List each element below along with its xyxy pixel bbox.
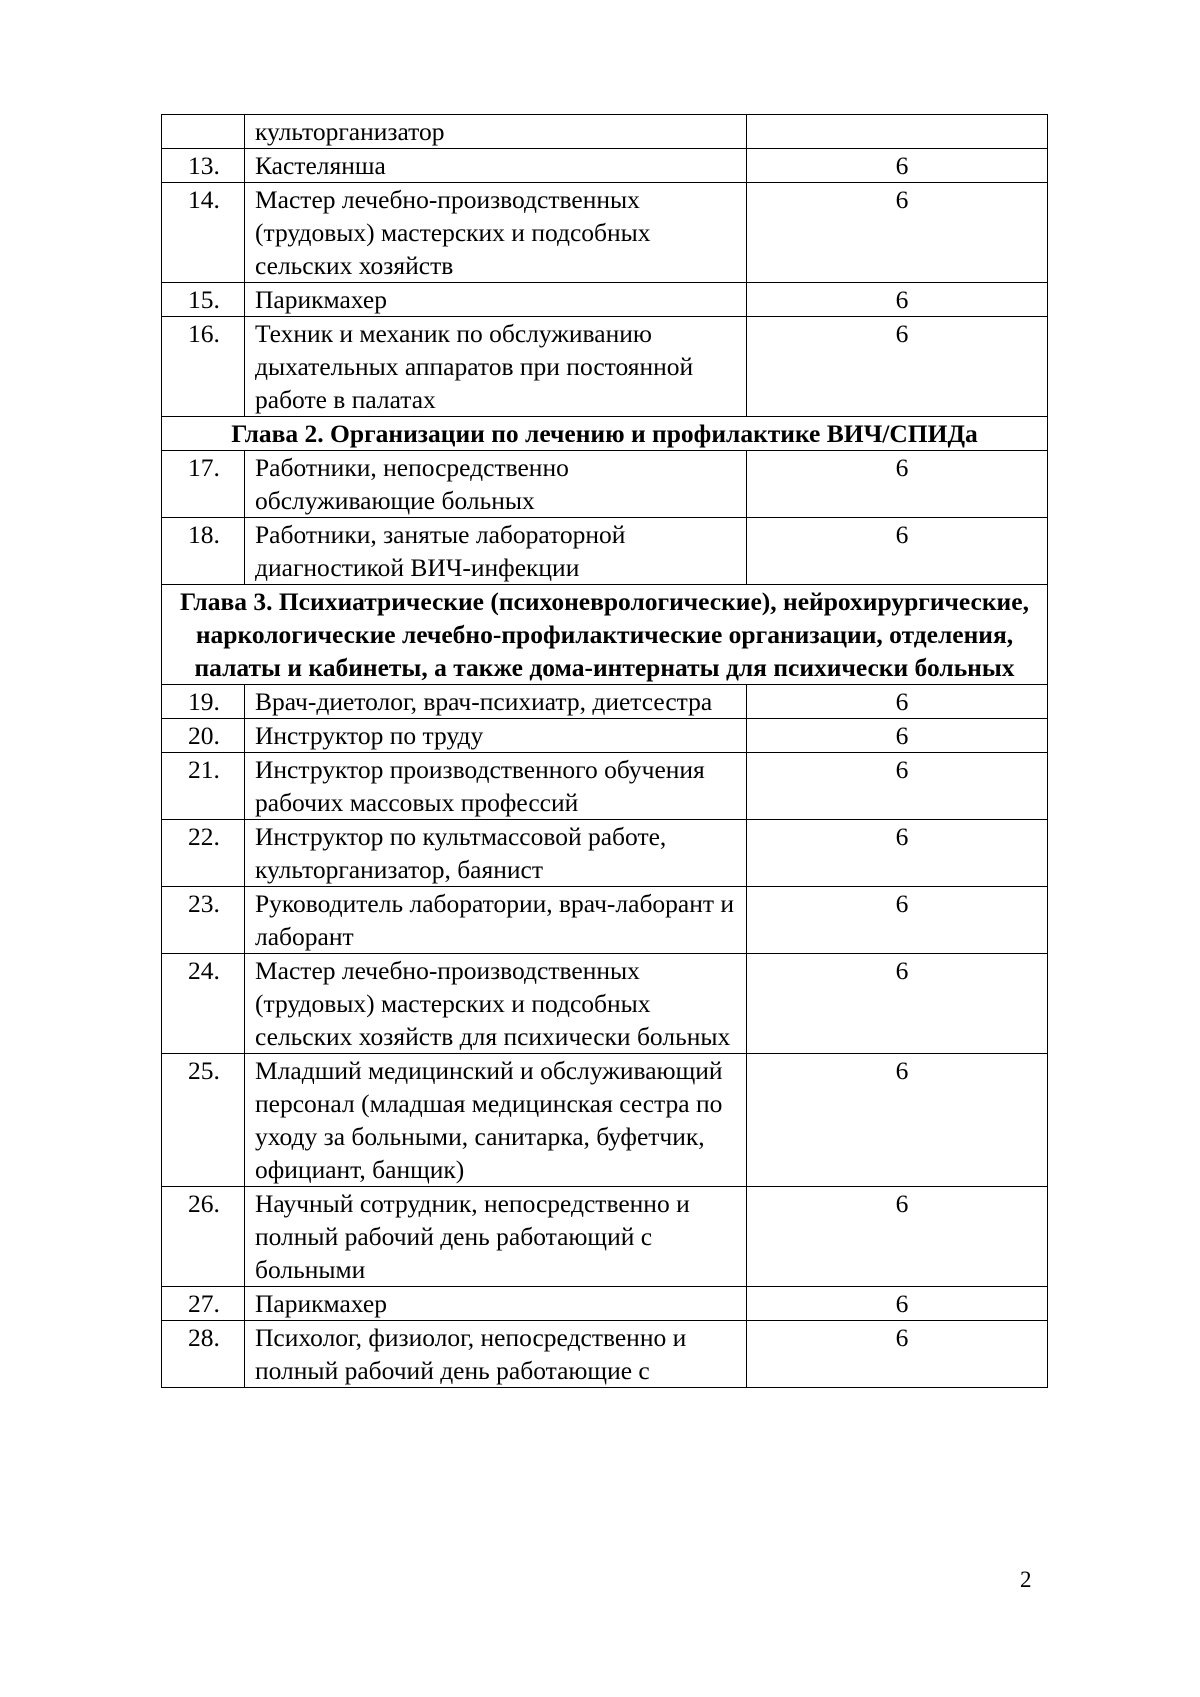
row-number: 25. — [162, 1054, 245, 1187]
table-row — [162, 183, 1048, 283]
table-row — [162, 283, 1048, 317]
chapter-header-row — [162, 417, 1048, 451]
table-row — [162, 1187, 1048, 1287]
table-row — [162, 719, 1048, 753]
table-row — [162, 1287, 1048, 1321]
row-number: 16. — [162, 317, 245, 417]
table-row — [162, 1321, 1048, 1388]
position-name: культорганизатор — [245, 115, 747, 149]
position-name: Психолог, физиолог, непосредственно и полный рабочий день работающие с — [245, 1321, 747, 1388]
row-number: 21. — [162, 753, 245, 820]
position-name: Руководитель лаборатории, врач-лаборант и лаборант — [245, 887, 747, 954]
chapter-title: Глава 2. Организации по лечению и профилактике ВИЧ/СПИДа — [162, 417, 1048, 451]
position-name: Мастер лечебно-производственных (трудовых) мастерских и подсобных сельских хозяйств — [245, 183, 747, 283]
leave-days-value — [747, 115, 1048, 149]
row-number: 13. — [162, 149, 245, 183]
leave-days-value: 6 — [747, 317, 1048, 417]
leave-days-value: 6 — [747, 1054, 1048, 1187]
leave-days-value: 6 — [747, 719, 1048, 753]
position-name: Младший медицинский и обслуживающий персонал (младшая медицинская сестра по уходу за больными, санитарка, буфетчик, официант, банщик) — [245, 1054, 747, 1187]
leave-days-value: 6 — [747, 283, 1048, 317]
row-number: 22. — [162, 820, 245, 887]
leave-days-value: 6 — [747, 685, 1048, 719]
position-name: Техник и механик по обслуживанию дыхательных аппаратов при постоянной работе в палатах — [245, 317, 747, 417]
table-row — [162, 954, 1048, 1054]
table-row — [162, 1054, 1048, 1187]
position-name: Врач-диетолог, врач-психиатр, диетсестра — [245, 685, 747, 719]
leave-days-value: 6 — [747, 887, 1048, 954]
position-name: Инструктор по культмассовой работе, культорганизатор, баянист — [245, 820, 747, 887]
chapter-title: Глава 3. Психиатрические (психоневрологические), нейрохирургические, наркологические лечебно-профилактические организации, отделения, палаты и кабинеты, а также дома-интернаты для психически больных — [162, 585, 1048, 685]
leave-days-value: 6 — [747, 149, 1048, 183]
table-row — [162, 518, 1048, 585]
leave-days-value: 6 — [747, 1187, 1048, 1287]
leave-days-value: 6 — [747, 1321, 1048, 1388]
position-name: Работники, занятые лабораторной диагностикой ВИЧ-инфекции — [245, 518, 747, 585]
leave-days-value: 6 — [747, 451, 1048, 518]
position-name: Инструктор производственного обучения рабочих массовых профессий — [245, 753, 747, 820]
leave-days-value: 6 — [747, 183, 1048, 283]
row-number — [162, 115, 245, 149]
row-number: 18. — [162, 518, 245, 585]
row-number: 24. — [162, 954, 245, 1054]
table-row — [162, 115, 1048, 149]
positions-table-body — [162, 115, 1048, 1388]
position-name: Инструктор по труду — [245, 719, 747, 753]
leave-days-value: 6 — [747, 1287, 1048, 1321]
position-name: Парикмахер — [245, 1287, 747, 1321]
row-number: 23. — [162, 887, 245, 954]
position-name: Кастелянша — [245, 149, 747, 183]
row-number: 19. — [162, 685, 245, 719]
row-number: 15. — [162, 283, 245, 317]
table-row — [162, 887, 1048, 954]
position-name: Парикмахер — [245, 283, 747, 317]
row-number: 17. — [162, 451, 245, 518]
chapter-header-row — [162, 585, 1048, 685]
leave-days-value: 6 — [747, 820, 1048, 887]
table-row — [162, 317, 1048, 417]
position-name: Мастер лечебно-производственных (трудовых) мастерских и подсобных сельских хозяйств для психически больных — [245, 954, 747, 1054]
leave-days-value: 6 — [747, 518, 1048, 585]
table-row — [162, 685, 1048, 719]
row-number: 14. — [162, 183, 245, 283]
row-number: 20. — [162, 719, 245, 753]
leave-days-value: 6 — [747, 954, 1048, 1054]
table-row — [162, 149, 1048, 183]
page-number: 2 — [1020, 1567, 1032, 1592]
row-number: 26. — [162, 1187, 245, 1287]
table-row — [162, 753, 1048, 820]
row-number: 27. — [162, 1287, 245, 1321]
table-row — [162, 820, 1048, 887]
table-row — [162, 451, 1048, 518]
row-number: 28. — [162, 1321, 245, 1388]
leave-days-value: 6 — [747, 753, 1048, 820]
positions-table — [161, 114, 1048, 1388]
position-name: Работники, непосредственно обслуживающие больных — [245, 451, 747, 518]
position-name: Научный сотрудник, непосредственно и полный рабочий день работающий с больными — [245, 1187, 747, 1287]
